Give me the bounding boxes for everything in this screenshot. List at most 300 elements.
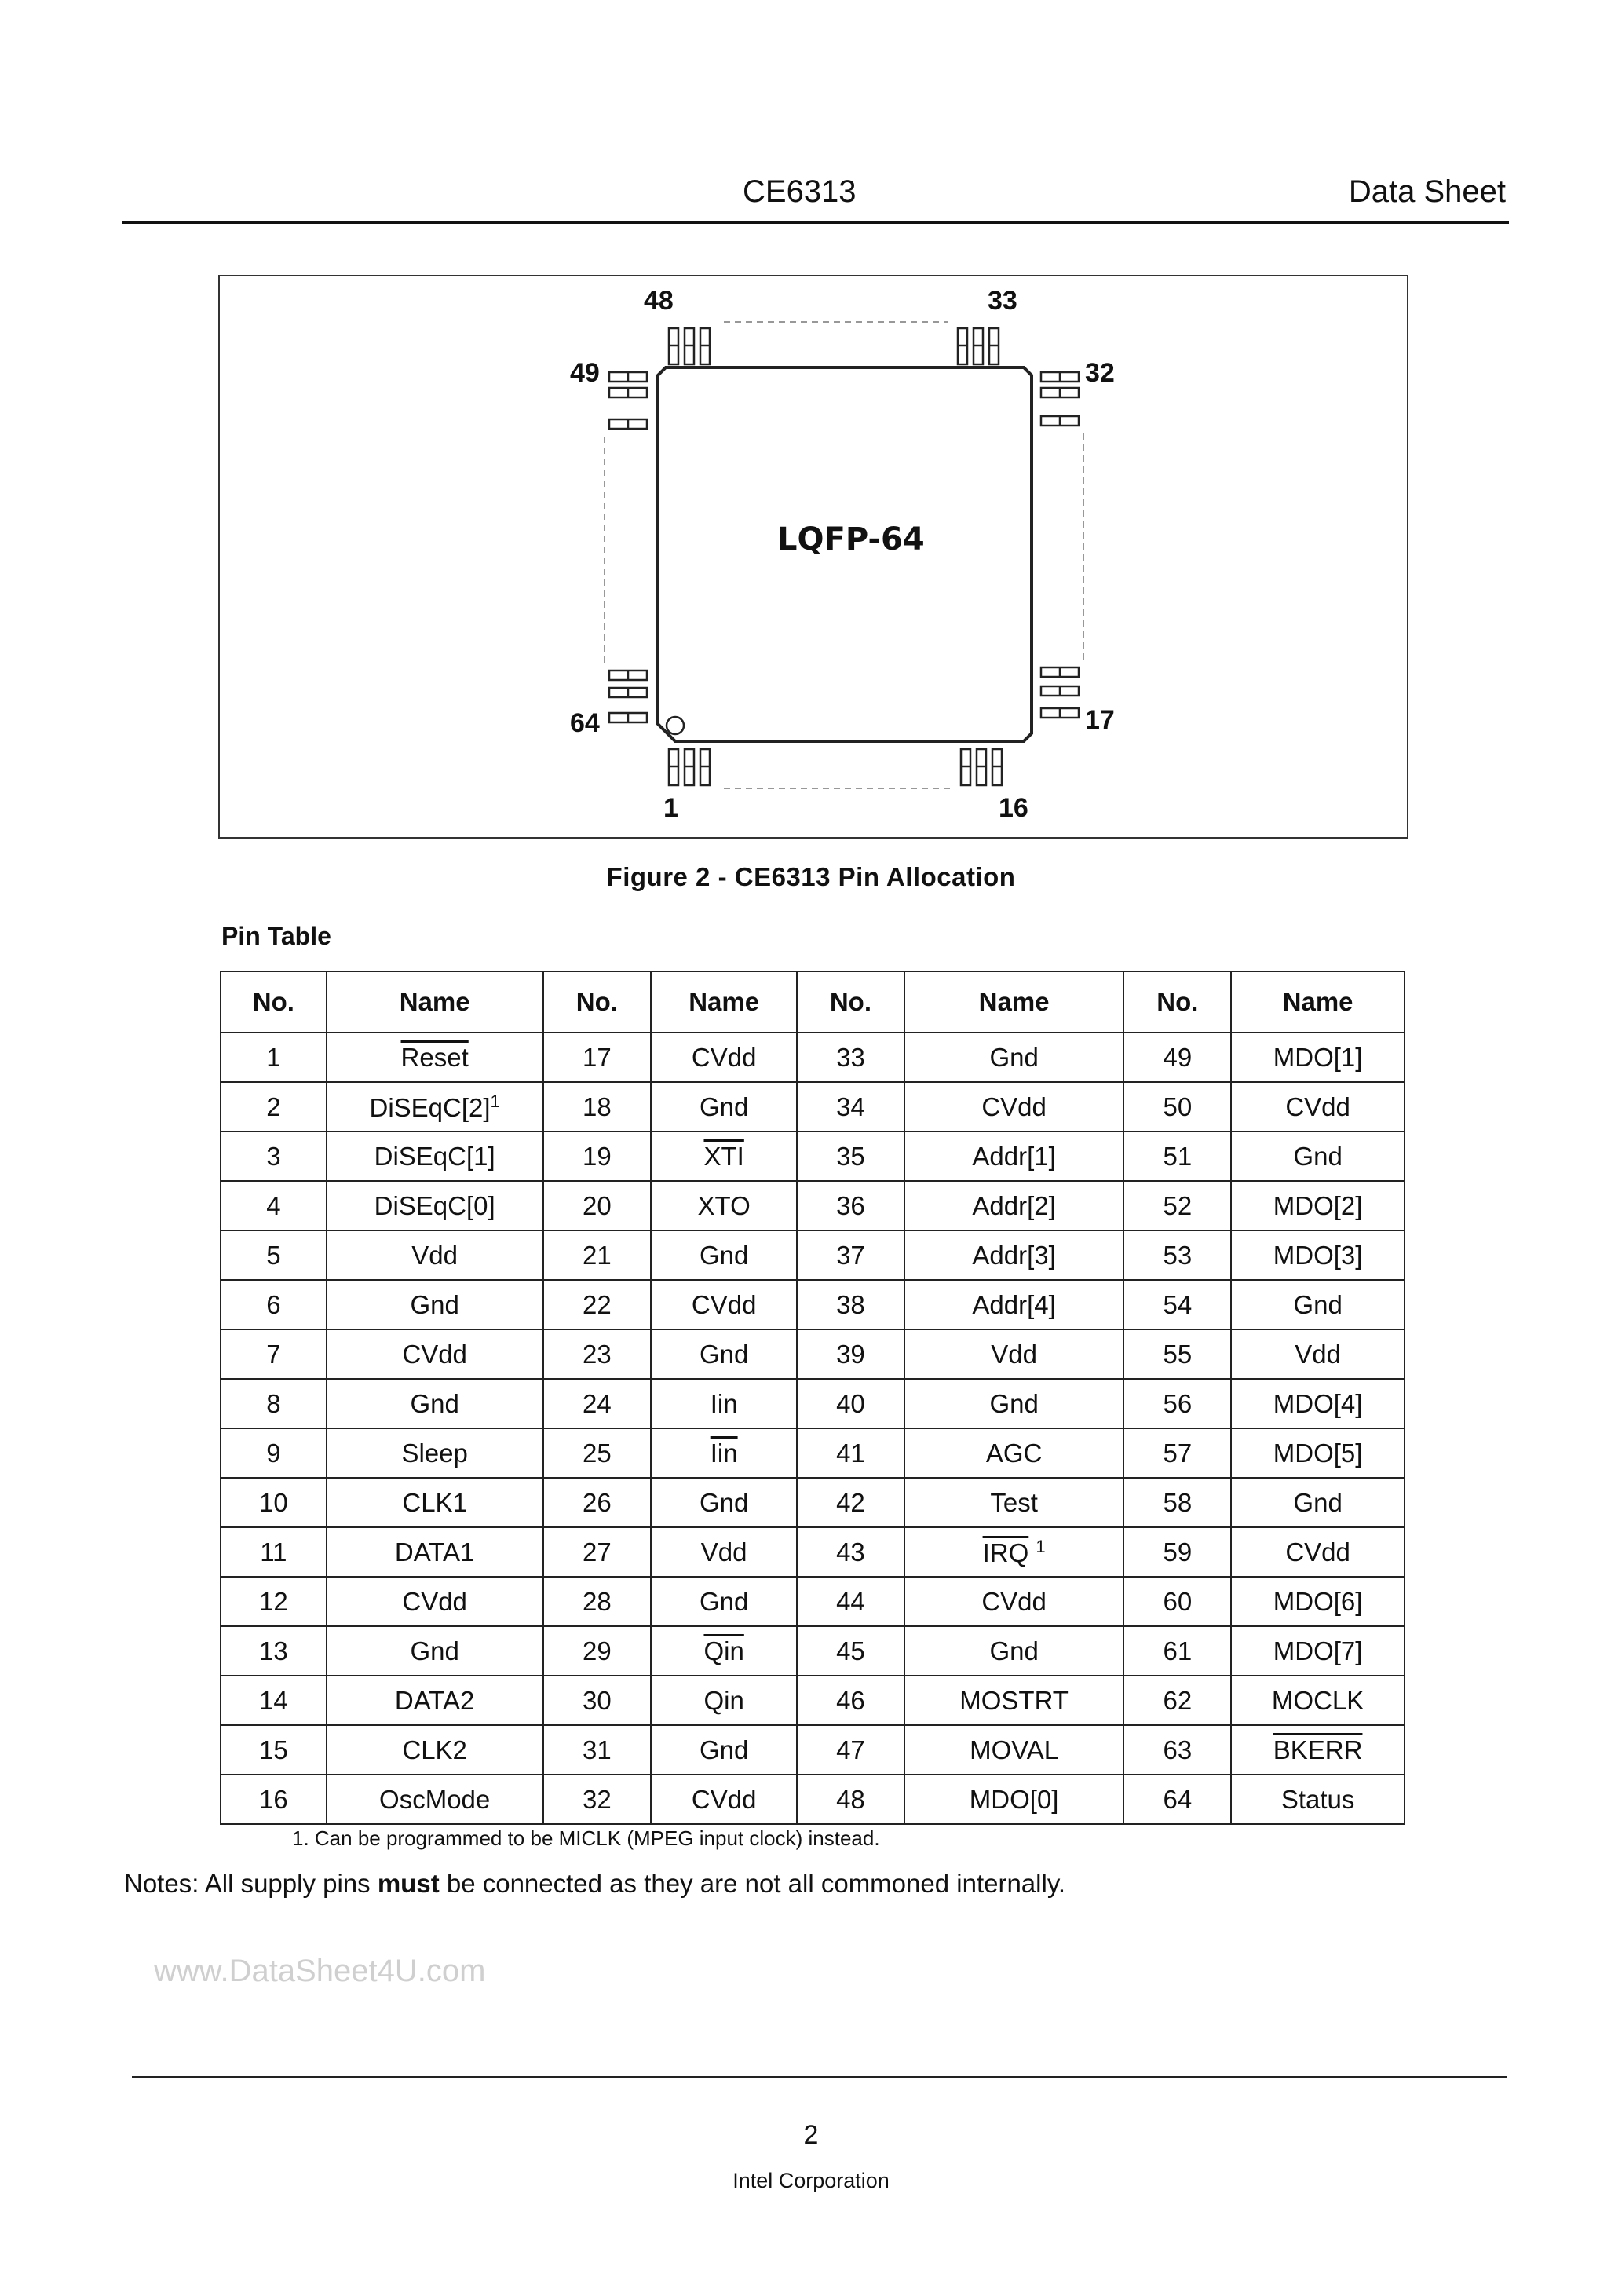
pin-number-cell [1123, 1181, 1231, 1230]
pin-name-cell [904, 1775, 1124, 1824]
pin-name-cell [1231, 1082, 1405, 1132]
pin-name-cell [651, 1280, 797, 1329]
pin-number: 57 [1163, 1438, 1193, 1468]
table-row [221, 1478, 1405, 1527]
footnote-marker: 1 [490, 1091, 500, 1111]
pin-name: Vdd [991, 1339, 1037, 1369]
pin-name-cell [327, 1626, 543, 1676]
pin-name: CVdd [402, 1339, 467, 1369]
page-header [122, 174, 1509, 224]
pin-name-cell [1231, 1230, 1405, 1280]
pin-number-cell [543, 1577, 652, 1626]
pin-name-cell [1231, 1329, 1405, 1379]
pin-name: Status [1280, 1784, 1355, 1814]
pin-number-cell [1123, 1527, 1231, 1577]
pin-number: 21 [583, 1240, 612, 1270]
pin-name-cell [904, 1082, 1124, 1132]
pin-number: 10 [259, 1487, 288, 1517]
pin-name-cell [904, 1280, 1124, 1329]
pin-number: 56 [1163, 1388, 1193, 1418]
pin-name: DATA1 [394, 1537, 475, 1567]
pin-name: DiSEqC[2] [369, 1092, 491, 1122]
table-row [221, 1775, 1405, 1824]
pin-number-cell [543, 1230, 652, 1280]
pin-number-cell [797, 1428, 904, 1478]
table-row [221, 1230, 1405, 1280]
notes-prefix: Notes: All supply pins [124, 1869, 378, 1898]
pin-number: 8 [266, 1388, 281, 1418]
pin-name-cell [327, 1725, 543, 1775]
pin-name: CLK1 [402, 1487, 467, 1517]
pin-name: Addr[2] [972, 1190, 1056, 1220]
column-header: Name [904, 971, 1124, 1033]
pin-number-cell [543, 1082, 652, 1132]
pin-number-cell [1123, 1428, 1231, 1478]
pin-name: Vdd [700, 1537, 747, 1567]
notes-emphasis: must [377, 1869, 440, 1898]
pin-number: 53 [1163, 1240, 1193, 1270]
pin-number-cell [221, 1527, 327, 1577]
pin1-marker [667, 717, 684, 734]
pin-name-cell [327, 1428, 543, 1478]
pin-name-cell [651, 1428, 797, 1478]
table-row [221, 1132, 1405, 1181]
pin-number: 4 [266, 1190, 281, 1220]
pin-name: Gnd [1293, 1487, 1343, 1517]
pin-number-cell [1123, 1626, 1231, 1676]
pin-name-cell [904, 1527, 1124, 1577]
pin-name: CVdd [981, 1091, 1047, 1121]
pin-number-cell [543, 1132, 652, 1181]
pin-number: 52 [1163, 1190, 1193, 1220]
pin-name: Qin [703, 1685, 744, 1715]
column-header: Name [1231, 971, 1405, 1033]
pin-label-49: 49 [570, 358, 600, 388]
table-row [221, 1527, 1405, 1577]
pin-number: 59 [1163, 1537, 1193, 1567]
table-header-row [221, 971, 1405, 1033]
pin-name: Sleep [401, 1438, 468, 1468]
pin-number: 25 [583, 1438, 612, 1468]
pin-number-cell [1123, 1230, 1231, 1280]
pin-number: 17 [583, 1042, 612, 1072]
pin-name: Gnd [989, 1388, 1039, 1418]
pin-name: Gnd [989, 1042, 1039, 1072]
pin-name: CVdd [691, 1042, 757, 1072]
pin-name-cell [327, 1329, 543, 1379]
pin-name: OscMode [379, 1784, 491, 1814]
right-pins [1041, 372, 1079, 718]
pin-number: 42 [836, 1487, 865, 1517]
pin-number-cell [221, 1577, 327, 1626]
pin-number-cell [543, 1478, 652, 1527]
pin-number-cell [221, 1725, 327, 1775]
pin-name-cell [327, 1775, 543, 1824]
pin-number-cell [797, 1379, 904, 1428]
pin-number: 28 [583, 1586, 612, 1616]
pin-name-cell [651, 1132, 797, 1181]
pin-name-cell [904, 1033, 1124, 1082]
pin-name: BKERR [1273, 1735, 1363, 1764]
column-header: No. [543, 971, 652, 1033]
pin-name: Test [990, 1487, 1038, 1517]
table-row [221, 1033, 1405, 1082]
pin-number-cell [1123, 1132, 1231, 1181]
pin-name: Gnd [410, 1636, 459, 1665]
pin-name: Gnd [699, 1240, 749, 1270]
pin-number: 1 [266, 1042, 281, 1072]
table-row [221, 1379, 1405, 1428]
pin-table [220, 971, 1405, 1825]
pin-name-cell [651, 1329, 797, 1379]
pin-number-cell [797, 1725, 904, 1775]
pin-label-16: 16 [999, 793, 1028, 823]
pin-name: Iin [710, 1388, 738, 1418]
page-number: 2 [803, 2120, 819, 2150]
pin-name: MOSTRT [959, 1685, 1069, 1715]
pin-name-cell [651, 1230, 797, 1280]
pin-number: 2 [266, 1091, 281, 1121]
pin-number-cell [221, 1775, 327, 1824]
pin-number-cell [1123, 1329, 1231, 1379]
column-header: Name [651, 971, 797, 1033]
pin-number: 29 [583, 1636, 612, 1665]
pin-number-cell [797, 1626, 904, 1676]
pin-name: MDO[4] [1273, 1388, 1363, 1418]
pin-number-cell [1123, 1478, 1231, 1527]
pin-number: 9 [266, 1438, 281, 1468]
pin-number-cell [543, 1181, 652, 1230]
pin-name-cell [327, 1478, 543, 1527]
pin-number: 61 [1163, 1636, 1193, 1665]
pin-number-cell [221, 1082, 327, 1132]
pin-label-33: 33 [988, 286, 1017, 316]
pin-number-cell [221, 1676, 327, 1725]
pin-label-48: 48 [644, 286, 674, 316]
pin-name-cell [904, 1181, 1124, 1230]
table-row [221, 1577, 1405, 1626]
table-row [221, 1626, 1405, 1676]
pin-number-cell [543, 1033, 652, 1082]
pin-number-cell [543, 1676, 652, 1725]
pin-name: Gnd [699, 1487, 749, 1517]
watermark: www.DataSheet4U.com [154, 1954, 486, 1988]
pin-name: Vdd [411, 1240, 458, 1270]
pin-name: $\overline{XTI}$ [703, 1141, 744, 1171]
pin-name: AGC [985, 1438, 1043, 1468]
pin-number: 30 [583, 1685, 612, 1715]
pin-number-cell [543, 1725, 652, 1775]
table-row [221, 1280, 1405, 1329]
pin-name: CVdd [691, 1784, 757, 1814]
left-pins [609, 372, 647, 722]
pin-name-cell [1231, 1527, 1405, 1577]
pin-number-cell [543, 1626, 652, 1676]
pin-name: Gnd [410, 1289, 459, 1319]
pin-number-cell [221, 1329, 327, 1379]
column-header: No. [221, 971, 327, 1033]
pin-number: 32 [583, 1784, 612, 1814]
lqfp-package-diagram [220, 276, 1407, 837]
pin-number: 19 [583, 1141, 612, 1171]
pin-name: Addr[3] [972, 1240, 1056, 1270]
pin-name: CVdd [1285, 1091, 1350, 1121]
pin-number-cell [221, 1478, 327, 1527]
pin-number: 34 [836, 1091, 865, 1121]
pin-name: CVdd [981, 1586, 1047, 1616]
pin-name: DiSEqC[1] [374, 1141, 495, 1171]
pin-name: MDO[1] [1273, 1042, 1363, 1072]
pin-name-cell [327, 1230, 543, 1280]
pin-number: 64 [1163, 1784, 1193, 1814]
pin-name-cell [327, 1676, 543, 1725]
pin-number: 41 [836, 1438, 865, 1468]
pin-name-cell [651, 1676, 797, 1725]
pin-number-cell [221, 1428, 327, 1478]
pin-number: 33 [836, 1042, 865, 1072]
pin-number-cell [543, 1329, 652, 1379]
pin-number-cell [797, 1329, 904, 1379]
pin-name-cell [651, 1082, 797, 1132]
pin-number-cell [797, 1033, 904, 1082]
pin-number: 44 [836, 1586, 865, 1616]
pin-number: 6 [266, 1289, 281, 1319]
pin-number-cell [543, 1775, 652, 1824]
pin-number: 13 [259, 1636, 288, 1665]
footnote-marker: 1 [1036, 1536, 1046, 1556]
pin-name-cell [1231, 1775, 1405, 1824]
pin-number-cell [797, 1676, 904, 1725]
document-type: Data Sheet [1348, 174, 1506, 209]
pin-number: 22 [583, 1289, 612, 1319]
pin-number: 14 [259, 1685, 288, 1715]
pin-number-cell [543, 1379, 652, 1428]
pin-name-cell [904, 1230, 1124, 1280]
pin-name: CLK2 [402, 1735, 467, 1764]
pin-name: DATA2 [394, 1685, 475, 1715]
pin-number: 47 [836, 1735, 865, 1764]
pin-number: 36 [836, 1190, 865, 1220]
pin-number: 50 [1163, 1091, 1193, 1121]
pin-name-cell [904, 1725, 1124, 1775]
pin-name-cell [1231, 1428, 1405, 1478]
pin-number: 55 [1163, 1339, 1193, 1369]
pin-number: 60 [1163, 1586, 1193, 1616]
pin-number: 16 [259, 1784, 288, 1814]
pin-number-cell [221, 1132, 327, 1181]
pin-name-cell [1231, 1725, 1405, 1775]
pin-name-cell [651, 1527, 797, 1577]
pin-number: 3 [266, 1141, 281, 1171]
pin-name: Gnd [989, 1636, 1039, 1665]
pin-name: Vdd [1295, 1339, 1341, 1369]
pin-number: 23 [583, 1339, 612, 1369]
pin-number: 20 [583, 1190, 612, 1220]
pin-number: 49 [1163, 1042, 1193, 1072]
pin-name: Gnd [1293, 1289, 1343, 1319]
pin-number: 15 [259, 1735, 288, 1764]
pin-number: 38 [836, 1289, 865, 1319]
pin-number: 43 [836, 1537, 865, 1567]
pin-number-cell [221, 1181, 327, 1230]
pin-number: 46 [836, 1685, 865, 1715]
pin-number-cell [221, 1626, 327, 1676]
pin-number: 45 [836, 1636, 865, 1665]
pin-number: 24 [583, 1388, 612, 1418]
pin-label-17: 17 [1085, 705, 1115, 735]
pin-number-cell [543, 1527, 652, 1577]
pin-label-32: 32 [1085, 358, 1115, 388]
pin-name: CVdd [691, 1289, 757, 1319]
pin-name-cell [1231, 1379, 1405, 1428]
pin-number-cell [221, 1230, 327, 1280]
table-row [221, 1082, 1405, 1132]
pin-name: MDO[5] [1273, 1438, 1363, 1468]
pin-name: MDO[6] [1273, 1586, 1363, 1616]
pin-name-cell [651, 1577, 797, 1626]
pin-name: CVdd [1285, 1537, 1350, 1567]
column-header: Name [327, 971, 543, 1033]
pin-number-cell [1123, 1577, 1231, 1626]
pin-number-cell [797, 1478, 904, 1527]
pin-name: DiSEqC[0] [374, 1190, 495, 1220]
pin-number: 63 [1163, 1735, 1193, 1764]
pin-name: CVdd [402, 1586, 467, 1616]
pin-number-cell [221, 1280, 327, 1329]
pin-number-cell [1123, 1379, 1231, 1428]
pin-name: Addr[4] [972, 1289, 1056, 1319]
table-row [221, 1329, 1405, 1379]
pin-name-cell [904, 1676, 1124, 1725]
pin-name: Gnd [699, 1586, 749, 1616]
pin-name-cell [1231, 1280, 1405, 1329]
document-name: CE6313 [743, 174, 857, 209]
pin-name-cell [904, 1379, 1124, 1428]
pin-name: MOCLK [1271, 1685, 1364, 1715]
pin-name-cell [327, 1082, 543, 1132]
pin-number-cell [1123, 1082, 1231, 1132]
pin-name: MDO[0] [969, 1784, 1059, 1814]
column-header: No. [1123, 971, 1231, 1033]
pin-number: 11 [260, 1537, 287, 1567]
pin-number: 26 [583, 1487, 612, 1517]
table-footnote: 1. Can be programmed to be MICLK (MPEG input clock) instead. [292, 1826, 880, 1850]
pin-name-cell [1231, 1676, 1405, 1725]
company-name: Intel Corporation [732, 2169, 890, 2192]
pin-number: 54 [1163, 1289, 1193, 1319]
pin-name-cell [651, 1725, 797, 1775]
pin-number: 58 [1163, 1487, 1193, 1517]
pin-name-cell [651, 1379, 797, 1428]
pin-number: 62 [1163, 1685, 1193, 1715]
top-pins [669, 328, 999, 364]
pin-name-cell [327, 1033, 543, 1082]
notes-suffix: be connected as they are not all commoned internally. [439, 1869, 1066, 1898]
pin-name: $\overline{IRQ}$ [982, 1537, 1029, 1567]
pin-name-cell [651, 1626, 797, 1676]
table-row [221, 1428, 1405, 1478]
pin-name-cell [327, 1379, 543, 1428]
pin-name: Addr[1] [972, 1141, 1056, 1171]
pin-name: Gnd [699, 1091, 749, 1121]
pin-number: 48 [836, 1784, 865, 1814]
pin-name-cell [327, 1577, 543, 1626]
pin-name-cell [904, 1478, 1124, 1527]
pin-number-cell [797, 1577, 904, 1626]
pin-name-cell [904, 1428, 1124, 1478]
figure-caption: Figure 2 - CE6313 Pin Allocation [606, 862, 1016, 891]
pin-name: Reset [400, 1042, 469, 1072]
pin-name-cell [1231, 1132, 1405, 1181]
pin-name-cell [327, 1132, 543, 1181]
pin-number: 12 [259, 1586, 288, 1616]
pin-number-cell [1123, 1775, 1231, 1824]
pin-number: 5 [266, 1240, 281, 1270]
pin-name: Gnd [1293, 1141, 1343, 1171]
pin-number: 27 [583, 1537, 612, 1567]
pin-name: $\overline{Iin}$ [710, 1438, 738, 1468]
pin-name-cell [1231, 1577, 1405, 1626]
pin-number-cell [221, 1033, 327, 1082]
pin-name-cell [651, 1775, 797, 1824]
pin-number: 7 [266, 1339, 281, 1369]
pin-name-cell [1231, 1626, 1405, 1676]
pin-number-cell [221, 1379, 327, 1428]
pin-number-cell [797, 1132, 904, 1181]
pin-number: 51 [1163, 1141, 1193, 1171]
table-row [221, 1181, 1405, 1230]
pin-name-cell [327, 1527, 543, 1577]
pin-number-cell [797, 1280, 904, 1329]
pin-name: XTO [697, 1190, 751, 1220]
pin-name: MDO[7] [1273, 1636, 1363, 1665]
pin-number-cell [1123, 1280, 1231, 1329]
pin-name-cell [904, 1577, 1124, 1626]
pin-name-cell [651, 1478, 797, 1527]
pin-number-cell [797, 1775, 904, 1824]
column-header: No. [797, 971, 904, 1033]
pin-number-cell [797, 1181, 904, 1230]
pin-label-64: 64 [570, 708, 600, 738]
package-label: LQFP-64 [777, 521, 925, 558]
pin-number-cell [1123, 1676, 1231, 1725]
pin-name-cell [1231, 1478, 1405, 1527]
table-body [221, 1033, 1405, 1824]
pin-number: 40 [836, 1388, 865, 1418]
pin-name: $\overline{Qin}$ [703, 1636, 744, 1665]
pin-name-cell [1231, 1181, 1405, 1230]
pin-name-cell [327, 1280, 543, 1329]
table-row [221, 1725, 1405, 1775]
pin-number: 31 [583, 1735, 612, 1764]
pin-number-cell [797, 1082, 904, 1132]
pin-number-cell [543, 1280, 652, 1329]
pin-name: MOVAL [970, 1735, 1059, 1764]
pin-name-cell [904, 1132, 1124, 1181]
pin-number-cell [797, 1230, 904, 1280]
pin-number-cell [797, 1527, 904, 1577]
pin-name: Gnd [410, 1388, 459, 1418]
pin-label-1: 1 [663, 793, 678, 823]
footer-divider [132, 2076, 1507, 2078]
pin-number-cell [543, 1428, 652, 1478]
pin-name: Gnd [699, 1735, 749, 1764]
pin-number: 37 [836, 1240, 865, 1270]
pin-table-title: Pin Table [221, 922, 331, 950]
pin-name-cell [904, 1626, 1124, 1676]
pin-name: MDO[3] [1273, 1240, 1363, 1270]
pin-number: 39 [836, 1339, 865, 1369]
